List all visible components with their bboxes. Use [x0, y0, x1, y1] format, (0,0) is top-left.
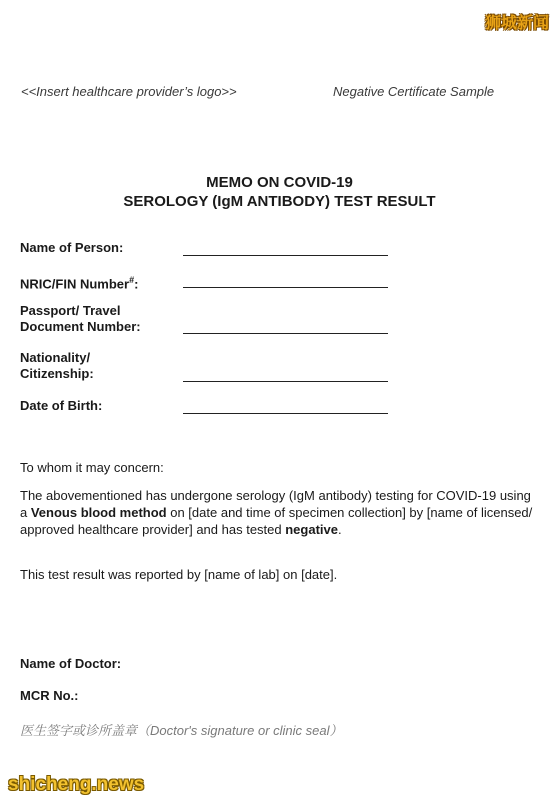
passport-label-line-1: Passport/ Travel [20, 303, 121, 318]
watermark-bottom: shicheng.news [8, 774, 145, 795]
nationality-label-line-1: Nationality/ [20, 350, 91, 365]
passport-line [183, 333, 388, 334]
mcr-label: MCR No.: [20, 688, 79, 703]
doctor-name-label: Name of Doctor: [20, 656, 122, 671]
name-of-person-label: Name of Person: [20, 240, 124, 255]
logo-placeholder: <<Insert healthcare provider’s logo>> [21, 84, 237, 99]
title-line-2: SEROLOGY (IgM ANTIBODY) TEST RESULT [123, 193, 436, 210]
watermark-top: 狮城新闻 [484, 15, 549, 32]
result-text-2: on [date and time of specimen collection] by [name of licensed/ approved healthcare provider] and has tested [20, 505, 533, 537]
nric-label [20, 272, 138, 292]
negative-text: negative [285, 522, 338, 537]
nric-line [183, 287, 388, 288]
signature-note: 医生签字或诊所盖章（Doctor's signature or clinic seal） [20, 723, 343, 738]
passport-label-line-2: Document Number: [20, 319, 141, 334]
name-of-person-line [183, 255, 388, 256]
nationality-line [183, 381, 388, 382]
result-text-1: The abovementioned has undergone serology (IgM antibody) testing for COVID-19 using a [20, 488, 531, 520]
method-text: Venous blood method [30, 505, 167, 520]
nric-label-text: NRIC/FIN Number [20, 276, 130, 292]
dob-line [183, 413, 388, 414]
nric-colon: : [134, 276, 139, 292]
result-text-end: . [337, 522, 342, 537]
nationality-label-line-2: Citizenship: [20, 366, 94, 381]
report-paragraph: This test result was reported by [name of lab] on [date]. [20, 567, 338, 582]
nationality-label [20, 350, 94, 382]
title-line-1: MEMO ON COVID-19 [206, 174, 353, 191]
dob-label: Date of Birth: [20, 398, 103, 413]
nric-footnote-mark: # [129, 275, 135, 285]
sample-label: Negative Certificate Sample [333, 84, 495, 99]
passport-label [20, 303, 141, 335]
salutation: To whom it may concern: [20, 460, 164, 475]
result-paragraph [20, 487, 540, 538]
